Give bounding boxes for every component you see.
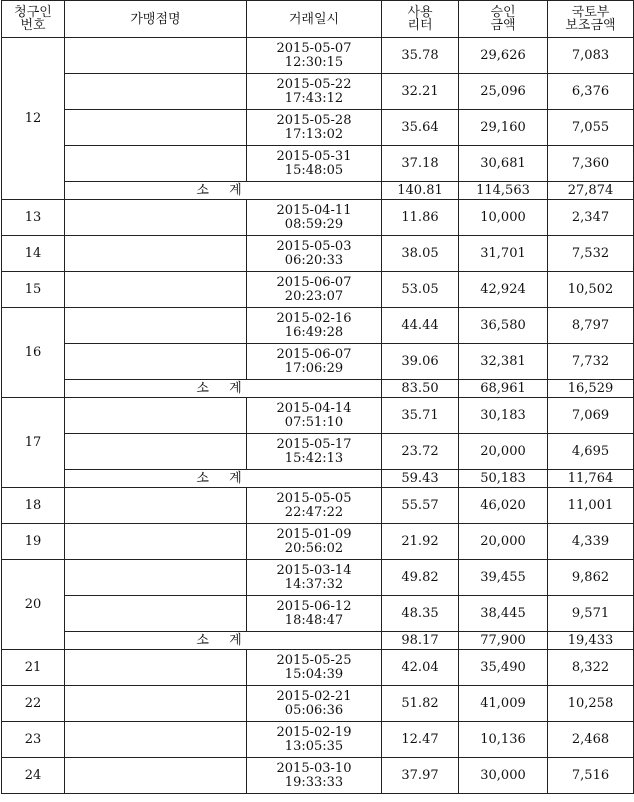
subsidy-amount-cell: 2,468 bbox=[548, 722, 634, 758]
approved-amount-cell: 46,020 bbox=[459, 488, 548, 524]
datetime-cell bbox=[247, 398, 382, 434]
datetime-cell bbox=[247, 146, 382, 182]
transaction-time: 07:51:10 bbox=[284, 414, 344, 430]
merchant-cell bbox=[65, 596, 247, 632]
merchant-cell bbox=[65, 38, 247, 74]
header-claimant-no bbox=[2, 1, 65, 38]
datetime-cell bbox=[247, 722, 382, 758]
claimant-number-cell: 13 bbox=[2, 200, 65, 236]
transaction-time: 18:48:47 bbox=[284, 612, 344, 628]
merchant-cell bbox=[65, 344, 247, 380]
liters-cell: 35.78 bbox=[382, 38, 459, 74]
claimant-number-cell: 14 bbox=[2, 236, 65, 272]
subtotal-row bbox=[2, 632, 634, 650]
liters-cell: 35.71 bbox=[382, 398, 459, 434]
table-row bbox=[2, 74, 634, 110]
subtotal-liters: 83.50 bbox=[382, 380, 459, 398]
datetime-cell bbox=[247, 308, 382, 344]
approved-amount-cell: 30,000 bbox=[459, 758, 548, 794]
datetime-cell bbox=[247, 38, 382, 74]
datetime-cell bbox=[247, 110, 382, 146]
approved-amount-cell: 25,096 bbox=[459, 74, 548, 110]
claimant-number-cell: 21 bbox=[2, 650, 65, 686]
subsidy-amount-cell: 2,347 bbox=[548, 200, 634, 236]
merchant-cell bbox=[65, 722, 247, 758]
transaction-date: 2015-03-14 bbox=[276, 562, 352, 578]
approved-amount-cell: 10,000 bbox=[459, 200, 548, 236]
transaction-time: 22:47:22 bbox=[284, 504, 344, 520]
transaction-time: 20:23:07 bbox=[284, 288, 344, 304]
subtotal-subsidy-amount: 11,764 bbox=[548, 470, 634, 488]
merchant-cell bbox=[65, 488, 247, 524]
transaction-date: 2015-06-07 bbox=[276, 274, 352, 290]
table-row bbox=[2, 200, 634, 236]
subtotal-label: 소 계 bbox=[65, 182, 382, 200]
subsidy-amount-cell: 7,516 bbox=[548, 758, 634, 794]
approved-amount-cell: 32,381 bbox=[459, 344, 548, 380]
merchant-cell bbox=[65, 560, 247, 596]
subsidy-amount-cell: 10,502 bbox=[548, 272, 634, 308]
claimant-number-cell: 12 bbox=[2, 38, 65, 200]
transaction-date: 2015-05-05 bbox=[276, 490, 352, 506]
merchant-cell bbox=[65, 74, 247, 110]
claimant-number-cell: 15 bbox=[2, 272, 65, 308]
merchant-cell bbox=[65, 524, 247, 560]
liters-cell: 37.18 bbox=[382, 146, 459, 182]
subsidy-amount-cell: 4,339 bbox=[548, 524, 634, 560]
subtotal-approved-amount: 77,900 bbox=[459, 632, 548, 650]
header-merchant: 가맹점명 bbox=[65, 1, 247, 38]
subsidy-amount-cell: 7,532 bbox=[548, 236, 634, 272]
subtotal-approved-amount: 68,961 bbox=[459, 380, 548, 398]
merchant-cell bbox=[65, 650, 247, 686]
transaction-date: 2015-03-10 bbox=[276, 760, 352, 776]
table-row bbox=[2, 560, 634, 596]
subtotal-subsidy-amount: 16,529 bbox=[548, 380, 634, 398]
approved-amount-cell: 30,681 bbox=[459, 146, 548, 182]
transaction-time: 17:06:29 bbox=[284, 360, 344, 376]
liters-cell: 37.97 bbox=[382, 758, 459, 794]
header-claimant-no-line2: 번호 bbox=[20, 18, 46, 33]
transaction-time: 05:06:36 bbox=[284, 702, 344, 718]
approved-amount-cell: 20,000 bbox=[459, 524, 548, 560]
liters-cell: 23.72 bbox=[382, 434, 459, 470]
liters-cell: 21.92 bbox=[382, 524, 459, 560]
transaction-date: 2015-02-16 bbox=[276, 310, 352, 326]
approved-amount-cell: 30,183 bbox=[459, 398, 548, 434]
liters-cell: 32.21 bbox=[382, 74, 459, 110]
transaction-time: 16:49:28 bbox=[284, 324, 344, 340]
liters-cell: 11.86 bbox=[382, 200, 459, 236]
subtotal-label: 소 계 bbox=[65, 380, 382, 398]
datetime-cell bbox=[247, 758, 382, 794]
subtotal-liters: 98.17 bbox=[382, 632, 459, 650]
approved-amount-cell: 31,701 bbox=[459, 236, 548, 272]
merchant-cell bbox=[65, 308, 247, 344]
approved-amount-cell: 36,580 bbox=[459, 308, 548, 344]
claimant-number-cell: 18 bbox=[2, 488, 65, 524]
transaction-date: 2015-05-22 bbox=[276, 76, 352, 92]
transaction-time: 14:37:32 bbox=[284, 576, 344, 592]
claimant-number-cell: 23 bbox=[2, 722, 65, 758]
table-row bbox=[2, 758, 634, 794]
transaction-date: 2015-05-25 bbox=[276, 652, 352, 668]
claimant-number-cell: 19 bbox=[2, 524, 65, 560]
table-row bbox=[2, 272, 634, 308]
merchant-cell bbox=[65, 434, 247, 470]
table-row bbox=[2, 488, 634, 524]
table-row bbox=[2, 344, 634, 380]
header-row bbox=[2, 1, 634, 38]
transaction-time: 20:56:02 bbox=[284, 540, 344, 556]
subtotal-label: 소 계 bbox=[65, 470, 382, 488]
datetime-cell bbox=[247, 434, 382, 470]
approved-amount-cell: 41,009 bbox=[459, 686, 548, 722]
table-row bbox=[2, 146, 634, 182]
transaction-time: 13:05:35 bbox=[284, 738, 344, 754]
transaction-date: 2015-05-07 bbox=[276, 40, 352, 56]
merchant-cell bbox=[65, 398, 247, 434]
datetime-cell bbox=[247, 488, 382, 524]
subsidy-transaction-table bbox=[1, 0, 634, 794]
subsidy-amount-cell: 7,069 bbox=[548, 398, 634, 434]
table-row bbox=[2, 722, 634, 758]
datetime-cell bbox=[247, 560, 382, 596]
table-row bbox=[2, 110, 634, 146]
subsidy-amount-cell: 9,862 bbox=[548, 560, 634, 596]
approved-amount-cell: 20,000 bbox=[459, 434, 548, 470]
approved-amount-cell: 39,455 bbox=[459, 560, 548, 596]
table-row bbox=[2, 236, 634, 272]
transaction-date: 2015-02-21 bbox=[276, 688, 352, 704]
header-liters bbox=[382, 1, 459, 38]
liters-cell: 35.64 bbox=[382, 110, 459, 146]
header-datetime: 거래일시 bbox=[247, 1, 382, 38]
subsidy-amount-cell: 7,732 bbox=[548, 344, 634, 380]
subtotal-subsidy-amount: 19,433 bbox=[548, 632, 634, 650]
transaction-date: 2015-05-03 bbox=[276, 238, 352, 254]
transaction-time: 17:13:02 bbox=[284, 126, 344, 142]
table-body bbox=[2, 38, 634, 794]
transaction-date: 2015-06-07 bbox=[276, 346, 352, 362]
datetime-cell bbox=[247, 650, 382, 686]
liters-cell: 42.04 bbox=[382, 650, 459, 686]
header-approved-line1: 승인 bbox=[490, 5, 516, 20]
subsidy-amount-cell: 8,322 bbox=[548, 650, 634, 686]
header-subsidy-line2: 보조금액 bbox=[565, 18, 616, 33]
transaction-time: 08:59:29 bbox=[284, 216, 344, 232]
transaction-time: 15:42:13 bbox=[284, 450, 344, 466]
subsidy-amount-cell: 6,376 bbox=[548, 74, 634, 110]
subsidy-amount-cell: 11,001 bbox=[548, 488, 634, 524]
subtotal-approved-amount: 50,183 bbox=[459, 470, 548, 488]
merchant-cell bbox=[65, 758, 247, 794]
subtotal-subsidy-amount: 27,874 bbox=[548, 182, 634, 200]
merchant-cell bbox=[65, 236, 247, 272]
claimant-number-cell: 16 bbox=[2, 308, 65, 398]
subsidy-amount-cell: 8,797 bbox=[548, 308, 634, 344]
subtotal-liters: 59.43 bbox=[382, 470, 459, 488]
datetime-cell bbox=[247, 596, 382, 632]
subtotal-row bbox=[2, 182, 634, 200]
subtotal-row bbox=[2, 380, 634, 398]
transaction-time: 12:30:15 bbox=[284, 54, 344, 70]
datetime-cell bbox=[247, 272, 382, 308]
header-approved-line2: 금액 bbox=[490, 18, 516, 33]
merchant-cell bbox=[65, 272, 247, 308]
table-row bbox=[2, 308, 634, 344]
transaction-date: 2015-04-14 bbox=[276, 400, 352, 416]
datetime-cell bbox=[247, 74, 382, 110]
datetime-cell bbox=[247, 200, 382, 236]
liters-cell: 39.06 bbox=[382, 344, 459, 380]
table-row bbox=[2, 434, 634, 470]
datetime-cell bbox=[247, 524, 382, 560]
subtotal-approved-amount: 114,563 bbox=[459, 182, 548, 200]
subsidy-amount-cell: 9,571 bbox=[548, 596, 634, 632]
merchant-cell bbox=[65, 200, 247, 236]
table-row bbox=[2, 650, 634, 686]
transaction-date: 2015-04-11 bbox=[276, 202, 352, 218]
claimant-number-cell: 20 bbox=[2, 560, 65, 650]
transaction-time: 17:43:12 bbox=[284, 90, 344, 106]
subsidy-amount-cell: 7,055 bbox=[548, 110, 634, 146]
transaction-date: 2015-01-09 bbox=[276, 526, 352, 542]
approved-amount-cell: 35,490 bbox=[459, 650, 548, 686]
claimant-number-cell: 22 bbox=[2, 686, 65, 722]
liters-cell: 53.05 bbox=[382, 272, 459, 308]
transaction-date: 2015-06-12 bbox=[276, 598, 352, 614]
liters-cell: 55.57 bbox=[382, 488, 459, 524]
subtotal-label: 소 계 bbox=[65, 632, 382, 650]
transaction-time: 15:04:39 bbox=[284, 666, 344, 682]
liters-cell: 38.05 bbox=[382, 236, 459, 272]
subsidy-amount-cell: 10,258 bbox=[548, 686, 634, 722]
subtotal-liters: 140.81 bbox=[382, 182, 459, 200]
approved-amount-cell: 42,924 bbox=[459, 272, 548, 308]
subsidy-amount-cell: 4,695 bbox=[548, 434, 634, 470]
datetime-cell bbox=[247, 686, 382, 722]
liters-cell: 48.35 bbox=[382, 596, 459, 632]
header-approved-amount bbox=[459, 1, 548, 38]
transaction-time: 15:48:05 bbox=[284, 162, 344, 178]
subsidy-amount-cell: 7,083 bbox=[548, 38, 634, 74]
header-claimant-no-line1: 청구인 bbox=[14, 5, 52, 20]
header-liters-line2: 리터 bbox=[407, 18, 433, 33]
claimant-number-cell: 24 bbox=[2, 758, 65, 794]
header-liters-line1: 사용 bbox=[407, 5, 433, 20]
liters-cell: 51.82 bbox=[382, 686, 459, 722]
transaction-date: 2015-05-17 bbox=[276, 436, 352, 452]
datetime-cell bbox=[247, 344, 382, 380]
approved-amount-cell: 38,445 bbox=[459, 596, 548, 632]
table-row bbox=[2, 398, 634, 434]
header-subsidy-line1: 국토부 bbox=[571, 5, 610, 20]
merchant-cell bbox=[65, 686, 247, 722]
table-row bbox=[2, 596, 634, 632]
datetime-cell bbox=[247, 236, 382, 272]
transaction-time: 19:33:33 bbox=[284, 774, 344, 790]
table-row bbox=[2, 686, 634, 722]
approved-amount-cell: 10,136 bbox=[459, 722, 548, 758]
table-row bbox=[2, 38, 634, 74]
subsidy-amount-cell: 7,360 bbox=[548, 146, 634, 182]
merchant-cell bbox=[65, 110, 247, 146]
table-row bbox=[2, 524, 634, 560]
liters-cell: 12.47 bbox=[382, 722, 459, 758]
approved-amount-cell: 29,626 bbox=[459, 38, 548, 74]
liters-cell: 49.82 bbox=[382, 560, 459, 596]
transaction-date: 2015-05-31 bbox=[276, 148, 352, 164]
liters-cell: 44.44 bbox=[382, 308, 459, 344]
transaction-date: 2015-02-19 bbox=[276, 724, 352, 740]
claimant-number-cell: 17 bbox=[2, 398, 65, 488]
header-subsidy-amount bbox=[548, 1, 634, 38]
merchant-cell bbox=[65, 146, 247, 182]
approved-amount-cell: 29,160 bbox=[459, 110, 548, 146]
transaction-time: 06:20:33 bbox=[284, 252, 344, 268]
subtotal-row bbox=[2, 470, 634, 488]
transaction-date: 2015-05-28 bbox=[276, 112, 352, 128]
